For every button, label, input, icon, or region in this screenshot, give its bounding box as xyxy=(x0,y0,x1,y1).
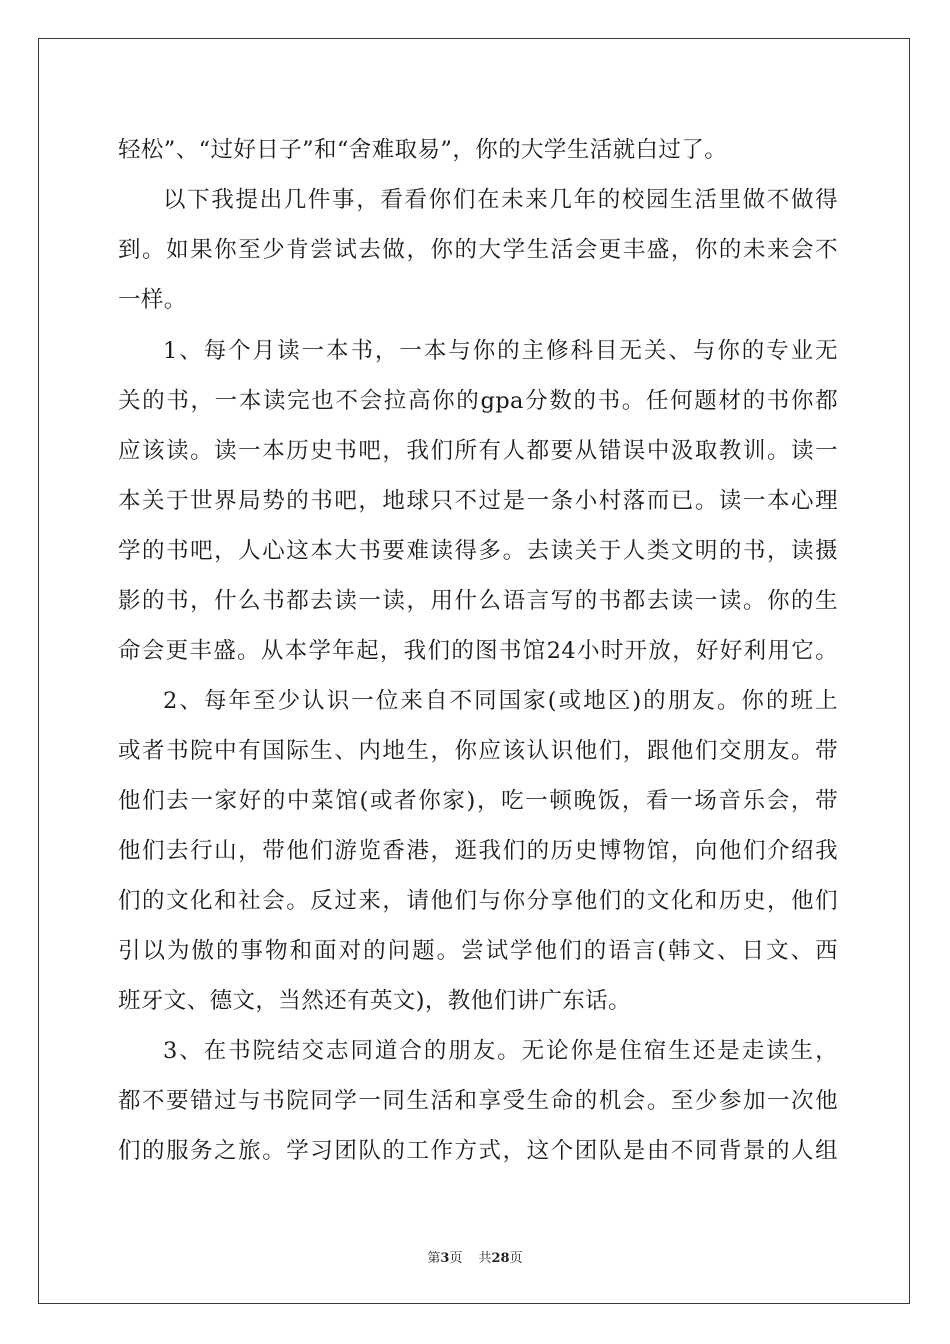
paragraph-line: 都不要错过与书院同学一同生活和享受生命的机会。至少参加一次他 xyxy=(118,1088,838,1114)
page-footer xyxy=(0,1247,950,1266)
paragraph-line: 到。如果你至少肯尝试去做，你的大学生活会更丰盛，你的未来会不 xyxy=(118,237,838,263)
paragraph-line: 应该读。读一本历史书吧，我们所有人都要从错误中汲取教训。读一 xyxy=(118,438,838,464)
paragraph-line: 他们去行山，带他们游览香港，逛我们的历史博物馆，向他们介绍我 xyxy=(118,838,838,864)
paragraph-line: 引以为傲的事物和面对的问题。尝试学他们的语言(韩文、日文、西 xyxy=(118,938,838,964)
paragraph-line: 们的文化和社会。反过来，请他们与你分享他们的文化和历史，他们 xyxy=(118,888,838,914)
paragraph-line: 关的书，一本读完也不会拉高你的gpa分数的书。任何题材的书你都 xyxy=(118,388,838,414)
paragraph-line: 本关于世界局势的书吧，地球只不过是一条小村落而已。读一本心理 xyxy=(118,488,838,514)
paragraph-line: 学的书吧，人心这本大书要难读得多。去读关于人类文明的书，读摄 xyxy=(118,538,838,564)
paragraph-line: 或者书院中有国际生、内地生，你应该认识他们，跟他们交朋友。带 xyxy=(118,738,838,764)
page-number: 第3页 xyxy=(427,1251,463,1266)
paragraph-line: 3、在书院结交志同道合的朋友。无论你是住宿生还是走读生， xyxy=(163,1038,838,1064)
paragraph-line: 以下我提出几件事，看看你们在未来几年的校园生活里做不做得 xyxy=(163,187,838,213)
paragraph-line: 班牙文、德文，当然还有英文)，教他们讲广东话。 xyxy=(118,988,631,1014)
paragraph-line: 2、每年至少认识一位来自不同国家(或地区)的朋友。你的班上 xyxy=(163,688,838,714)
paragraph-line: 命会更丰盛。从本学年起，我们的图书馆24小时开放，好好利用它。 xyxy=(118,638,838,664)
paragraph-line: 影的书，什么书都去读一读，用什么语言写的书都去读一读。你的生 xyxy=(118,588,838,614)
page-total: 共28页 xyxy=(478,1251,523,1266)
paragraph-line: 他们去一家好的中菜馆(或者你家)，吃一顿晚饭，看一场音乐会，带 xyxy=(118,788,838,814)
paragraph-line: 轻松”、“过好日子”和“舍难取易”，你的大学生活就白过了。 xyxy=(118,137,728,163)
paragraph-line: 一样。 xyxy=(118,287,187,313)
paragraph-line: 1、每个月读一本书，一本与你的主修科目无关、与你的专业无 xyxy=(163,338,838,364)
paragraph-line: 们的服务之旅。学习团队的工作方式，这个团队是由不同背景的人组 xyxy=(118,1138,838,1164)
